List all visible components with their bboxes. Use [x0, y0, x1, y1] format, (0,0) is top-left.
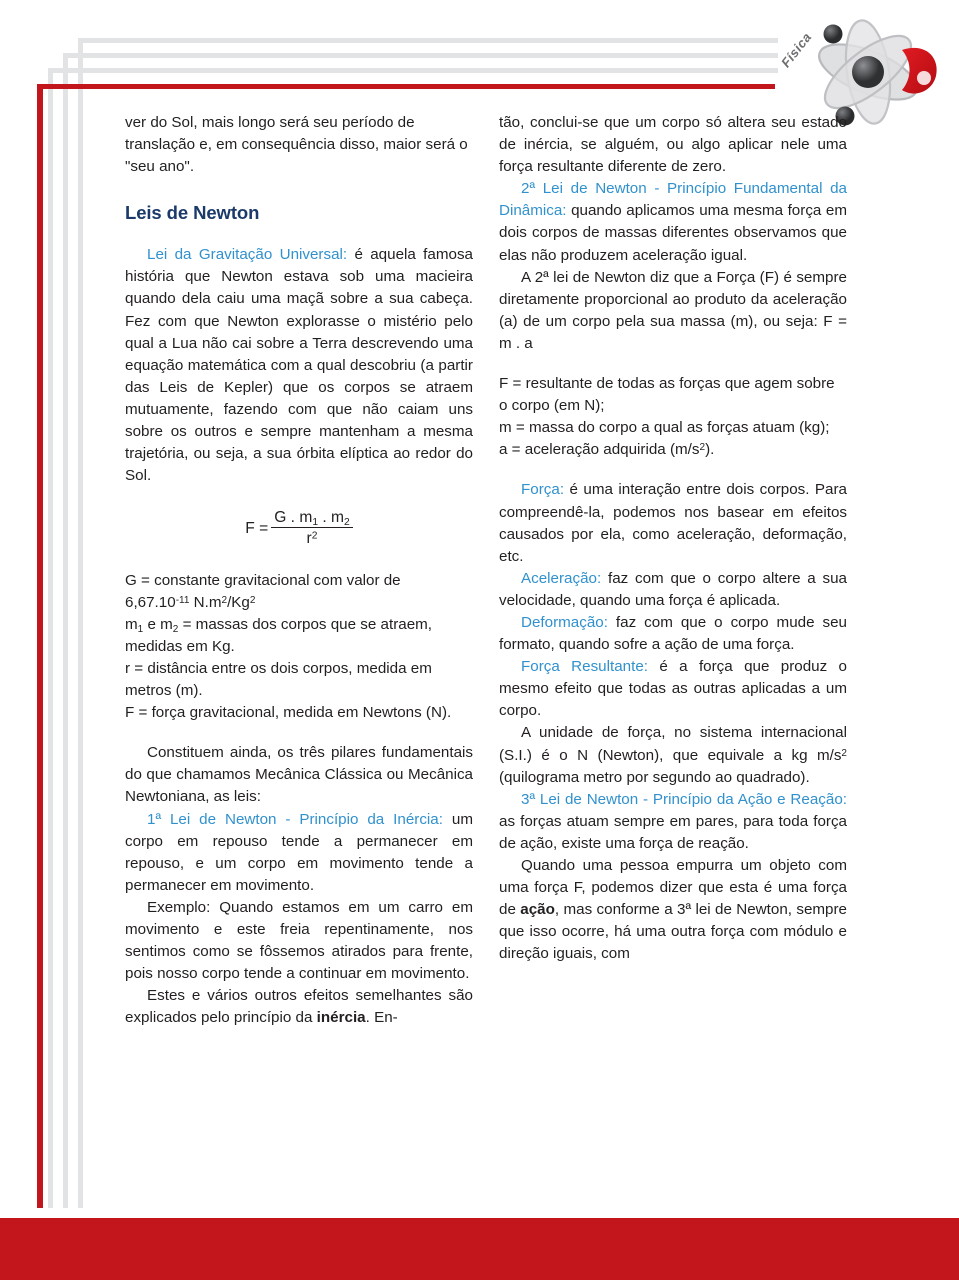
paragraph-continued-left	[125, 112, 473, 178]
text-column-left	[125, 112, 473, 1029]
definition-G-unit-sup-1: 2	[221, 594, 228, 606]
term-aceleracao: Aceleração:	[521, 569, 602, 587]
paragraph-aceleracao	[499, 568, 847, 612]
formula-gravitacao	[125, 509, 473, 547]
formula-fraction	[271, 509, 353, 547]
formula-sub-2: 2	[344, 517, 350, 529]
emphasis-acao: ação	[520, 901, 555, 919]
paragraph-inercia	[125, 985, 473, 1029]
paragraph-acao-reacao	[499, 855, 847, 965]
paragraph-exemplo: Exemplo: Quando estamos em um carro em movimento e este freia repentinamente, nos sentimos como se fôssemos atirados para frente, pois nosso corpo tende a continuar em movimento.	[125, 898, 473, 983]
term-primeira-lei-newton: 1ª Lei de Newton - Princípio da Inércia:	[147, 810, 443, 828]
definition-G-unit-sup-2: 2	[249, 594, 256, 606]
section-heading-leis-de-newton: Leis de Newton	[125, 202, 260, 224]
definition-m-sub-1: 1	[137, 623, 144, 635]
formula-numerator: G . $m_1$ . $m_2$	[271, 509, 353, 528]
paragraph-text: é aquela famosa história que Newton estava sob uma macieira quando dela caiu uma maçã sobre a sua cabeça. Fez com que Newton explorasse o mistério pelo qual a Lua não cai sobre a Terra descrevendo uma equação matemática com a qual descobriu (a partir das Leis de Kepler) que os corpos se atraem mutuamente, fazendo com que não caiam uns sobre os outros e sempre mantenham a mesma trajetória, ou seja, a sua órbita elíptica ao redor do Sol.	[125, 246, 473, 485]
term-lei-gravitacao-universal: Lei da Gravitação Universal:	[147, 246, 348, 264]
definition-G-exponent: -11	[175, 594, 190, 606]
paragraph-continued-right: tão, conclui-se que um corpo só altera seu estado de inércia, se alguém, ou algo aplicar nele uma força resultante diferente de zero.	[499, 114, 847, 176]
definition-F-right: F = resultante de todas as forças que agem sobre o corpo (em N);	[499, 375, 835, 415]
definition-a-pre: a = aceleração adquirida (m/s	[499, 441, 700, 459]
paragraph-text: é a força que produz o mesmo efeito que todas as outras aplicadas a um corpo.	[499, 658, 848, 720]
text-column-right	[499, 112, 847, 965]
term-segunda-lei-newton: 2ª Lei de Newton - Princípio Fundamental da Dinâmica:	[499, 180, 847, 220]
term-forca: Força:	[521, 481, 565, 499]
paragraph-text: um corpo em repouso tende a permanecer em repouso, e um corpo em movimento tende a permanecer em movimento.	[125, 810, 473, 894]
paragraph-segunda-lei-explicacao: A 2ª lei de Newton diz que a Força (F) é sempre diretamente proporcional ao produto da aceleração (a) de um corpo pela sua massa (m), ou seja: F = m . a	[499, 268, 847, 352]
paragraph-text: quando aplicamos uma mesma força em dois corpos de massas diferentes observamos que elas não produzem aceleração igual.	[499, 202, 847, 264]
definition-G	[125, 570, 473, 614]
paragraph-text: faz com que o corpo mude seu formato, quando sofre a ação de uma força.	[499, 613, 847, 654]
definition-m-post: = massas dos corpos que se atraem, medidas em Kg.	[125, 615, 433, 655]
definition-a-exponent: 2	[699, 442, 706, 454]
paragraph-text-post: , mas conforme a 3ª lei de Newton, sempre que isso ocorre, há uma outra força com módulo e direção iguais, com	[499, 901, 847, 963]
definition-m-right: m = massa do corpo a qual as forças atuam (kg);	[499, 419, 830, 437]
emphasis-inercia: inércia	[316, 1009, 366, 1027]
paragraph-deformacao	[499, 612, 847, 656]
paragraph-pilares: Constituem ainda, os três pilares fundamentais do que chamamos Mecânica Clássica ou Mecânica Newtoniana, as leis:	[125, 744, 473, 806]
unidade-exponent: 2	[841, 747, 847, 759]
paragraph-text-post: (quilograma metro por segundo ao quadrado).	[499, 768, 810, 786]
formula-denominator-base: r	[306, 530, 312, 548]
paragraph-text: é uma interação entre dois corpos. Para compreendê-la, podemos nos basear em efeitos causados por ela, como aceleração, deformação, etc.	[499, 481, 847, 565]
definition-m-sub-2: 2	[172, 623, 179, 635]
footer-bar	[0, 1218, 959, 1280]
paragraph-forca-resultante	[499, 656, 847, 722]
paragraph-primeira-lei	[125, 809, 473, 897]
definition-m-mid: e m	[143, 615, 173, 633]
definition-G-value-pre: 6,67.10	[125, 593, 176, 611]
paragraph-terceira-lei	[499, 789, 847, 855]
paragraph-text-pre: Quando uma pessoa empurra um objeto com uma força F, podemos dizer que esta é uma força de	[499, 857, 847, 919]
paragraph-text: ver do Sol, mais longo será seu período de translação e, em consequência disso, maior será o "seu ano".	[125, 114, 468, 176]
paragraph-forca	[499, 479, 847, 567]
definition-G-line1: G = constante gravitacional com valor de	[125, 571, 401, 589]
formula-denominator-exp: 2	[311, 531, 318, 543]
definition-a-post: ).	[705, 441, 715, 459]
paragraph-text-pre: Estes e vários outros efeitos semelhantes são explicados pelo princípio da	[125, 987, 473, 1027]
paragraph-text-pre: A unidade de força, no sistema internacional (S.I.) é o N (Newton), que equivale a kg m/s	[499, 724, 847, 764]
paragraph-unidade-forca	[499, 722, 847, 788]
definition-F: F = força gravitacional, medida em Newtons (N).	[125, 704, 452, 722]
formula-sub-1: 1	[312, 517, 319, 529]
definition-masses	[125, 614, 473, 658]
definition-G-units-pre: N.m	[189, 593, 222, 611]
subject-label: Física	[778, 29, 815, 71]
definition-r: r = distância entre os dois corpos, medida em metros (m).	[125, 659, 432, 700]
definition-G-units-post: /Kg	[227, 593, 250, 611]
formula-lhs: F =	[245, 519, 269, 537]
definition-a-right	[499, 439, 847, 461]
term-terceira-lei-newton: 3ª Lei de Newton - Princípio da Ação e Reação:	[521, 790, 847, 808]
paragraph-text-post: . En-	[365, 1009, 398, 1027]
paragraph-text: faz com que o corpo altere a sua velocidade, quando uma força é aplicada.	[499, 569, 847, 609]
formula-denominator	[271, 528, 353, 547]
definition-m-pre: m	[125, 615, 138, 633]
term-forca-resultante: Força Resultante:	[521, 658, 649, 676]
term-deformacao: Deformação:	[521, 613, 608, 631]
paragraph-segunda-lei	[499, 178, 847, 266]
paragraph-text: as forças atuam sempre em pares, para toda força de ação, existe uma força de reação.	[499, 812, 847, 852]
paragraph-gravitacao-universal	[125, 244, 473, 487]
